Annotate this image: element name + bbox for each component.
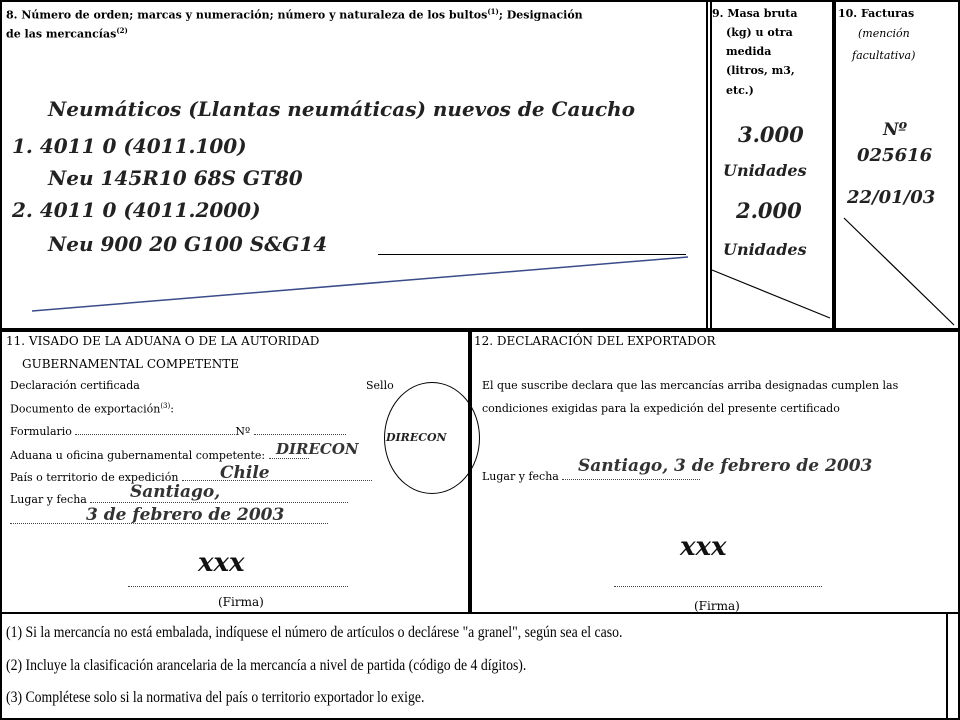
label-sello: Sello — [366, 379, 394, 392]
box9-header-line5: etc.) — [726, 84, 754, 97]
box9-strike-line — [706, 0, 836, 332]
box9-header-line3: medida — [726, 45, 772, 58]
note-2: (2) Incluye la clasificación arancelaria de la mercancía a nivel de partida (código de 4 dígitos). — [6, 657, 527, 674]
filled-lugar-12: Santiago, 3 de febrero de 2003 — [578, 456, 873, 476]
box8-header-line2: de las mercancías$^{(2)}$ — [6, 26, 128, 41]
filled-aduana: DIRECON — [276, 440, 359, 458]
box9-header-line1: 9. Masa bruta — [712, 7, 798, 20]
box11-title1: 11. VISADO DE LA ADUANA O DE LA AUTORIDAD — [6, 334, 320, 348]
signature-11: xxx — [198, 548, 245, 578]
item1-code: 1. 4011 0 (4011.100) — [12, 134, 247, 158]
box8-header-line1: 8. Número de orden; marcas y numeración; número y naturaleza de los bultos$^{(1)}$; Designación — [6, 7, 583, 22]
signature-12: xxx — [680, 532, 727, 562]
label-pais: País o territorio de expedición — [10, 468, 372, 487]
box11-title2: GUBERNAMENTAL COMPETENTE — [22, 357, 239, 371]
label-aduana: Aduana u oficina gubernamental competente: — [10, 446, 309, 465]
invoice-label: Nº — [883, 120, 908, 140]
item2-code: 2. 4011 0 (4011.2000) — [12, 198, 261, 222]
item1-desc: Neu 145R10 68S GT80 — [48, 166, 303, 190]
signature-line-11 — [128, 586, 348, 587]
label-documento: Documento de exportación$^{(3)}$: — [10, 402, 174, 416]
filled-lugar1: Santiago, — [130, 482, 221, 502]
box10-header-it2: facultativa) — [852, 49, 916, 62]
box12-text2: condiciones exigidas para la expedición del presente certificado — [482, 402, 840, 415]
filled-lugar2: 3 de febrero de 2003 — [86, 505, 285, 525]
label-lugar-12: Lugar y fecha — [482, 467, 700, 486]
label-lugar: Lugar y fecha — [10, 490, 348, 509]
item2-desc: Neu 900 20 G100 S&G14 — [48, 232, 328, 256]
note-3: (3) Complétese solo si la normativa del país o territorio exportador lo exige. — [6, 689, 425, 706]
quantity-1: 3.000 — [738, 122, 804, 147]
note-1: (1) Si la mercancía no está embalada, indíquese el número de artículos o declárese "a granel", según sea el caso. — [6, 624, 623, 641]
unit-1: Unidades — [723, 161, 807, 180]
notes-right-rule — [946, 614, 948, 720]
firma-12: (Firma) — [694, 599, 740, 613]
stamp-text: DIRECON — [386, 431, 447, 444]
strike-line — [0, 0, 712, 332]
box10-strike-line — [832, 0, 960, 332]
invoice-number: 025616 — [857, 145, 933, 166]
box10-header: 10. Facturas — [838, 7, 915, 20]
unit-2: Unidades — [723, 240, 807, 259]
box12-text1: El que suscribe declara que las mercancías arriba designadas cumplen las — [482, 379, 899, 392]
box9-header-line2: (kg) u otra — [726, 26, 793, 39]
label-formulario: Formulario Nº — [10, 422, 346, 441]
box9-header-line4: (litros, m3, — [726, 64, 795, 77]
invoice-date: 22/01/03 — [847, 187, 936, 208]
firma-11: (Firma) — [218, 595, 264, 609]
quantity-2: 2.000 — [736, 198, 802, 223]
goods-description: Neumáticos (Llantas neumáticas) nuevos de Caucho — [48, 97, 636, 121]
signature-line-12 — [614, 586, 822, 587]
filled-pais: Chile — [220, 463, 270, 483]
box12-title: 12. DECLARACIÓN DEL EXPORTADOR — [474, 334, 716, 348]
box10-header-it1: (mención — [858, 27, 910, 40]
label-declaracion: Declaración certificada — [10, 379, 140, 392]
